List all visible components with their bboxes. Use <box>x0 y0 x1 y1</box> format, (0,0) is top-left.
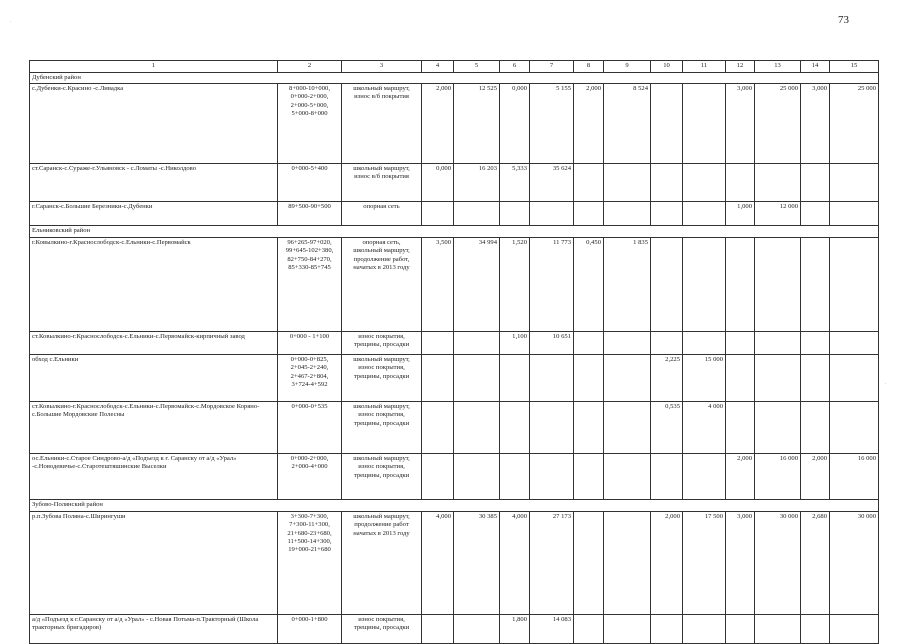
value-cell-8 <box>574 332 604 355</box>
km-range-cell: 96+265-97+020, 99+645-102+380, 82+750-84+270, 85+330-85+745 <box>278 238 342 332</box>
value-cell-8: 0,450 <box>574 238 604 332</box>
value-cell-12 <box>726 402 755 454</box>
km-range-cell: 0+000-0+535 <box>278 402 342 454</box>
value-cell-9 <box>604 454 651 500</box>
value-cell-6 <box>500 202 530 226</box>
value-cell-15 <box>830 202 879 226</box>
value-cell-4: 2,000 <box>422 84 454 164</box>
value-cell-7 <box>530 355 574 402</box>
reason-cell: школьный маршрут, износ покрытия, трещины, просадки <box>342 454 422 500</box>
table-row <box>30 332 879 355</box>
value-cell-9: 1 835 <box>604 238 651 332</box>
value-cell-10: 0,535 <box>651 402 683 454</box>
district-row <box>30 226 879 238</box>
column-number-11: 11 <box>683 61 726 73</box>
column-number-4: 4 <box>422 61 454 73</box>
table-row <box>30 164 879 202</box>
value-cell-13 <box>755 332 801 355</box>
value-cell-4 <box>422 615 454 644</box>
value-cell-7 <box>530 454 574 500</box>
value-cell-9: 8 524 <box>604 84 651 164</box>
km-range-cell: 3+300-7+300, 7+300-11+300, 21+680-23+680, 11+500-14+300, 19+000-21+680 <box>278 512 342 615</box>
value-cell-5 <box>454 402 500 454</box>
km-range-cell: 0+000-1+800 <box>278 615 342 644</box>
value-cell-15: 30 000 <box>830 512 879 615</box>
km-range-cell: 0+000-2+000, 2+000-4+000 <box>278 454 342 500</box>
table-row <box>30 402 879 454</box>
value-cell-4: 0,000 <box>422 164 454 202</box>
column-number-7: 7 <box>530 61 574 73</box>
value-cell-6: 0,000 <box>500 84 530 164</box>
value-cell-10 <box>651 615 683 644</box>
value-cell-12 <box>726 238 755 332</box>
value-cell-14 <box>801 238 830 332</box>
value-cell-14 <box>801 615 830 644</box>
value-cell-6 <box>500 402 530 454</box>
table-row <box>30 238 879 332</box>
value-cell-14 <box>801 164 830 202</box>
road-name-cell: ст.Ковылкино-г.Краснослободск-с.Ельники-с.Первомайск-с.Мордовское Коряно-с.Большие Мордовские Полесны <box>30 402 278 454</box>
value-cell-11 <box>683 238 726 332</box>
road-name-cell: г.Саранск-с.Большие Березники-с.Дубенки <box>30 202 278 226</box>
value-cell-9 <box>604 402 651 454</box>
road-name-cell: ос.Ельники-с.Старое Синдрово-а/д «Подъезд к г. Саранску от а/д «Урал» -с.Новодевичье-с.Старотештяшинские Выселки <box>30 454 278 500</box>
table-row <box>30 512 879 615</box>
value-cell-15: 16 000 <box>830 454 879 500</box>
road-name-cell: а/д «Подъезд к г.Саранску от а/д «Урал» - с.Новая Потьма-п.Тракторный (Школа тракторных бригадиров) <box>30 615 278 644</box>
value-cell-5 <box>454 355 500 402</box>
road-name-cell: обход с.Ельники <box>30 355 278 402</box>
value-cell-12 <box>726 615 755 644</box>
column-number-15: 15 <box>830 61 879 73</box>
value-cell-12: 2,000 <box>726 454 755 500</box>
district-row <box>30 500 879 512</box>
value-cell-10 <box>651 238 683 332</box>
district-row <box>30 73 879 84</box>
value-cell-9 <box>604 615 651 644</box>
value-cell-5: 12 525 <box>454 84 500 164</box>
value-cell-6: 1,520 <box>500 238 530 332</box>
value-cell-4 <box>422 454 454 500</box>
column-number-2: 2 <box>278 61 342 73</box>
value-cell-5 <box>454 332 500 355</box>
scan-speck: . <box>885 380 887 386</box>
value-cell-7: 10 651 <box>530 332 574 355</box>
value-cell-12 <box>726 164 755 202</box>
column-number-9: 9 <box>604 61 651 73</box>
column-number-12: 12 <box>726 61 755 73</box>
table-row <box>30 615 879 644</box>
road-name-cell: р.п.Зубова Поляна-с.Ширингуши <box>30 512 278 615</box>
value-cell-4: 3,500 <box>422 238 454 332</box>
value-cell-14 <box>801 202 830 226</box>
value-cell-13 <box>755 402 801 454</box>
value-cell-7: 35 624 <box>530 164 574 202</box>
value-cell-10 <box>651 454 683 500</box>
value-cell-6: 1,100 <box>500 332 530 355</box>
value-cell-5 <box>454 615 500 644</box>
value-cell-7: 27 173 <box>530 512 574 615</box>
value-cell-10 <box>651 84 683 164</box>
value-cell-5: 16 203 <box>454 164 500 202</box>
table-row <box>30 355 879 402</box>
column-number-1: 1 <box>30 61 278 73</box>
roads-table <box>29 60 879 644</box>
value-cell-6: 4,000 <box>500 512 530 615</box>
value-cell-5 <box>454 202 500 226</box>
value-cell-7 <box>530 202 574 226</box>
value-cell-9 <box>604 332 651 355</box>
reason-cell: износ покрытия, трещины, просадки <box>342 332 422 355</box>
column-number-5: 5 <box>454 61 500 73</box>
column-number-10: 10 <box>651 61 683 73</box>
value-cell-15: 25 000 <box>830 84 879 164</box>
value-cell-12: 3,000 <box>726 512 755 615</box>
value-cell-5: 34 994 <box>454 238 500 332</box>
value-cell-8 <box>574 454 604 500</box>
value-cell-4 <box>422 202 454 226</box>
value-cell-14 <box>801 332 830 355</box>
value-cell-10 <box>651 202 683 226</box>
value-cell-12: 3,000 <box>726 84 755 164</box>
value-cell-12: 1,000 <box>726 202 755 226</box>
reason-cell: опорная сеть <box>342 202 422 226</box>
reason-cell: школьный маршрут, износ покрытия, трещины, просадки <box>342 402 422 454</box>
value-cell-4: 4,000 <box>422 512 454 615</box>
value-cell-11: 17 500 <box>683 512 726 615</box>
value-cell-8 <box>574 512 604 615</box>
reason-cell: школьный маршрут, износ в/б покрытия <box>342 84 422 164</box>
value-cell-7: 5 155 <box>530 84 574 164</box>
value-cell-6 <box>500 355 530 402</box>
value-cell-8 <box>574 615 604 644</box>
value-cell-15 <box>830 332 879 355</box>
value-cell-9 <box>604 202 651 226</box>
value-cell-13: 16 000 <box>755 454 801 500</box>
value-cell-7: 14 083 <box>530 615 574 644</box>
value-cell-14 <box>801 355 830 402</box>
value-cell-15 <box>830 402 879 454</box>
value-cell-13: 12 000 <box>755 202 801 226</box>
value-cell-4 <box>422 402 454 454</box>
value-cell-15 <box>830 164 879 202</box>
value-cell-8 <box>574 202 604 226</box>
value-cell-6: 5,333 <box>500 164 530 202</box>
road-name-cell: с.Дубенки-с.Красино -с.Ливадка <box>30 84 278 164</box>
value-cell-14: 3,000 <box>801 84 830 164</box>
value-cell-15 <box>830 615 879 644</box>
reason-cell: школьный маршрут, износ покрытия, трещины, просадки <box>342 355 422 402</box>
value-cell-9 <box>604 164 651 202</box>
value-cell-7 <box>530 402 574 454</box>
reason-cell: школьный маршрут, износ в/б покрытия <box>342 164 422 202</box>
column-number-6: 6 <box>500 61 530 73</box>
value-cell-8 <box>574 164 604 202</box>
value-cell-4 <box>422 332 454 355</box>
column-number-3: 3 <box>342 61 422 73</box>
district-name: Дубенский район <box>30 73 879 84</box>
value-cell-11: 15 000 <box>683 355 726 402</box>
table-row <box>30 84 879 164</box>
value-cell-8: 2,000 <box>574 84 604 164</box>
value-cell-11 <box>683 615 726 644</box>
value-cell-14: 2,000 <box>801 454 830 500</box>
column-number-13: 13 <box>755 61 801 73</box>
value-cell-4 <box>422 355 454 402</box>
value-cell-7: 11 773 <box>530 238 574 332</box>
value-cell-11 <box>683 84 726 164</box>
km-range-cell: 8+000-10+000, 0+000-2+000, 2+000-5+000, 5+000-8+000 <box>278 84 342 164</box>
table-row <box>30 202 879 226</box>
scan-speck: . <box>10 18 12 24</box>
reason-cell: школьный маршрут, продолжение работ начатых в 2013 году <box>342 512 422 615</box>
km-range-cell: 0+000-0+825, 2+045-2+240, 2+467-2+804, 3+724-4+592 <box>278 355 342 402</box>
value-cell-11 <box>683 332 726 355</box>
district-name: Зубово-Полянский район <box>30 500 879 512</box>
value-cell-14 <box>801 402 830 454</box>
road-name-cell: г.Ковылкино-г.Краснослободск-с.Ельники-с.Первомайск <box>30 238 278 332</box>
value-cell-13: 25 000 <box>755 84 801 164</box>
page-number: 73 <box>838 14 849 26</box>
column-number-14: 14 <box>801 61 830 73</box>
reason-cell: износ покрытия, трещины, просадки <box>342 615 422 644</box>
value-cell-6: 1,800 <box>500 615 530 644</box>
value-cell-5: 30 385 <box>454 512 500 615</box>
district-name: Ельниковский район <box>30 226 879 238</box>
value-cell-15 <box>830 238 879 332</box>
value-cell-11 <box>683 202 726 226</box>
km-range-cell: 0+000-5+400 <box>278 164 342 202</box>
value-cell-5 <box>454 454 500 500</box>
value-cell-12 <box>726 332 755 355</box>
value-cell-11 <box>683 164 726 202</box>
value-cell-13 <box>755 355 801 402</box>
value-cell-9 <box>604 355 651 402</box>
value-cell-11: 4 000 <box>683 402 726 454</box>
value-cell-10 <box>651 164 683 202</box>
header-row <box>30 61 879 73</box>
value-cell-12 <box>726 355 755 402</box>
value-cell-8 <box>574 402 604 454</box>
value-cell-13 <box>755 238 801 332</box>
value-cell-15 <box>830 355 879 402</box>
value-cell-6 <box>500 454 530 500</box>
column-number-8: 8 <box>574 61 604 73</box>
reason-cell: опорная сеть, школьный маршрут, продолжение работ, начатых в 2013 году <box>342 238 422 332</box>
km-range-cell: 89+500-90+500 <box>278 202 342 226</box>
km-range-cell: 0+000 - 1+100 <box>278 332 342 355</box>
value-cell-13 <box>755 164 801 202</box>
value-cell-10 <box>651 332 683 355</box>
table-row <box>30 454 879 500</box>
value-cell-11 <box>683 454 726 500</box>
value-cell-10: 2,225 <box>651 355 683 402</box>
value-cell-9 <box>604 512 651 615</box>
value-cell-8 <box>574 355 604 402</box>
road-name-cell: ст.Саранск-с.Сураже-г.Ульяновск - с.Ломаты -с.Николдово <box>30 164 278 202</box>
value-cell-14: 2,680 <box>801 512 830 615</box>
road-name-cell: ст.Ковылкино-г.Краснослободск-с.Ельники-с.Первомайск-кирпичный завод <box>30 332 278 355</box>
value-cell-13 <box>755 615 801 644</box>
value-cell-10: 2,000 <box>651 512 683 615</box>
value-cell-13: 30 000 <box>755 512 801 615</box>
